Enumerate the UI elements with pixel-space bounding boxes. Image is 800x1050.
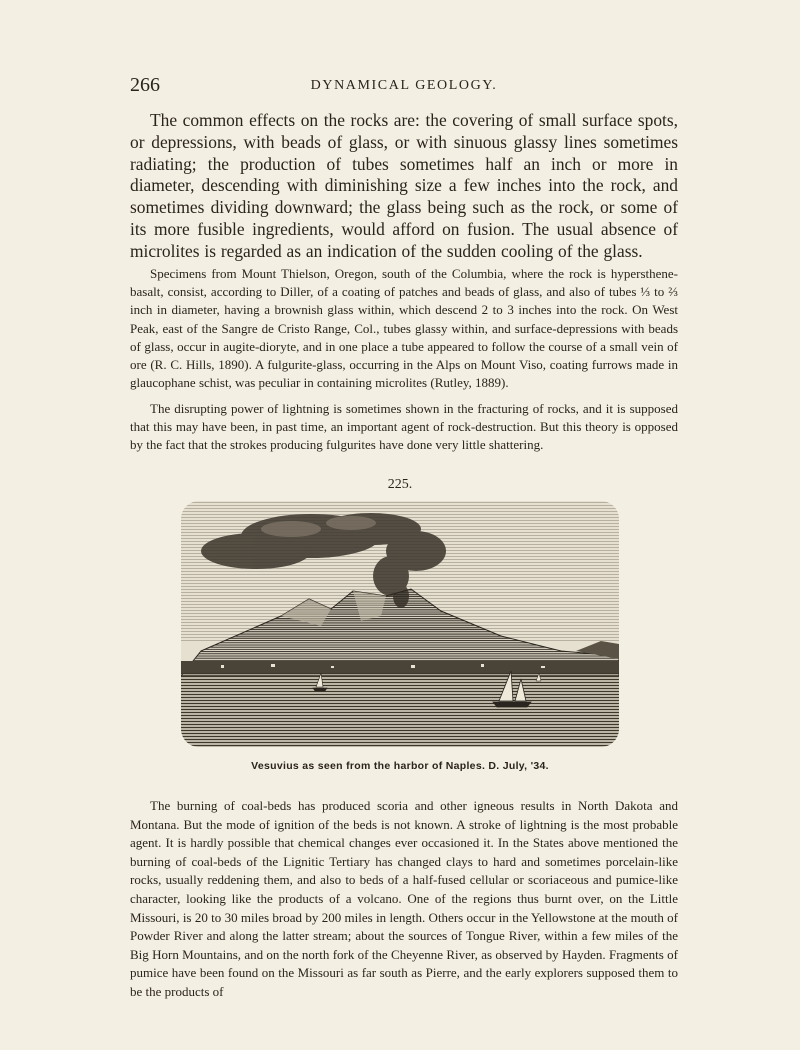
figure-caption: Vesuvius as seen from the harbor of Naples. D. July, '34. (251, 760, 549, 772)
paragraph-specimens: Specimens from Mount Thielson, Oregon, south of the Columbia, where the rock is hypersthene-basalt, consist, according to Diller, of a coating of patches and beads of glass, and also of tubes ⅓ to ⅔ inch in diameter, having a brownish glass within, which descend 2 to 3 inches into the rock. On West Peak, east of the Sangre de Cristo Range, Col., tubes glassy within, and surface-depressions with beads of glass, occur in augite-dioryte, and in one place a tube appeared to follow the course of a small vein of ore (R. C. Hills, 1890). A fulgurite-glass, occurring in the Alps on Mount Viso, coating furrows made in glaucophane schist, was peculiar in containing microlites (Rutley, 1889). (130, 266, 678, 391)
figure-number: 225. (387, 477, 413, 492)
running-title: DYNAMICAL GEOLOGY. (310, 78, 498, 93)
paragraph-disrupting-power: The disrupting power of lightning is sometimes shown in the fracturing of rocks, and it is supposed that this may have been, in past time, an important agent of rock-destruction. But this theory is opposed by the fact that the strokes producing fulgurites have done very little shattering. (130, 401, 678, 453)
page-number: 266 (130, 74, 160, 96)
paragraph-coal-beds: The burning of coal-beds has produced scoria and other igneous results in North Dakota and Montana. But the mode of ignition of the beds is not known. A stroke of lightning is the most probable agent. It is hardly possible that chemical changes ever occasioned it. In the States above mentioned the burning of coal-beds of the Lignitic Tertiary has changed clays to hard and sometimes porcelain-like rocks, usually reddening them, and also to beds of a half-fused cellular or scoriaceous and pumice-like character, looking like the products of a volcano. One of the regions thus burnt over, on the Little Missouri, is 20 to 30 miles broad by 200 miles in length. Others occur in the Yellowstone at the mouth of Powder River and along the latter stream; about the sources of Tongue River, within a few miles of the Big Horn Mountains, and on the north fork of the Cheyenne River, as observed by Hayden. Fragments of pumice have been found on the Missouri as far south as Pierre, and the early explorers supposed them to be the products of (130, 798, 678, 999)
paragraph-effects: The common effects on the rocks are: the covering of small surface spots, or depressions, with beads of glass, or with sinuous glassy lines sometimes radiating; the production of tubes sometimes half an inch or more in diameter, descending with diminishing size a few inches into the rock, and sometimes dividing downward; the glass being such as the rock, or some of its more fusible ingredients, would afford on fusion. The usual absence of microlites is regarded as an indication of the sudden cooling of the glass. (130, 110, 678, 261)
running-head (130, 74, 678, 98)
vesuvius-engraving (181, 501, 619, 747)
